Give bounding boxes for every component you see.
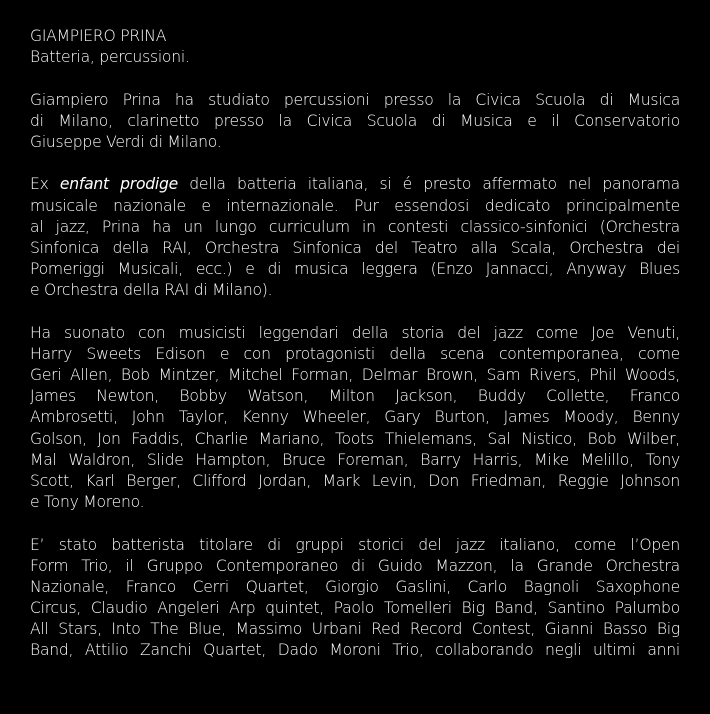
paragraph-line: Form Trio, il Gruppo Contemporaneo di Guido Mazzon, la Grande Orchestra	[30, 556, 680, 575]
paragraph-collaborations	[30, 323, 680, 514]
paragraph-line: Giampiero Prina ha studiato percussioni presso la Civica Scuola di Musica	[30, 90, 680, 109]
spacer	[30, 513, 680, 534]
italic-phrase: enfant prodige	[59, 175, 178, 194]
paragraph-line: E’ stato batterista titolare di gruppi storici del jazz italiano, come l’Open	[30, 535, 680, 554]
paragraph-groups	[30, 535, 680, 662]
text-prefix: Ex	[30, 175, 60, 194]
paragraph-line: Golson, Jon Faddis, Charlie Mariano, Toots Thielemans, Sal Nistico, Bob Wilber,	[30, 429, 680, 448]
paragraph-line: e Tony Moreno.	[30, 493, 145, 512]
paragraph-line: Band, Attilio Zanchi Quartet, Dado Moroni Trio, collaborando negli ultimi anni	[30, 641, 680, 660]
paragraph-line: Geri Allen, Bob Mintzer, Mitchel Forman, Delmar Brown, Sam Rivers, Phil Woods,	[30, 366, 680, 384]
paragraph-line: Circus, Claudio Angeleri Arp quintet, Paolo Tomelleri Big Band, Santino Palumbo	[30, 599, 680, 618]
spacer	[30, 301, 680, 322]
paragraph-line: Ha suonato con musicisti leggendari della storia del jazz come Joe Venuti,	[30, 323, 680, 342]
artist-name: GIAMPIERO PRINA	[30, 27, 167, 45]
paragraph-line: Nazionale, Franco Cerri Quartet, Giorgio Gaslini, Carlo Bagnoli Saxophone	[30, 577, 680, 596]
spacer	[30, 153, 680, 174]
paragraph-line: James Newton, Bobby Watson, Milton Jackson, Buddy Collette, Franco	[30, 387, 680, 406]
paragraph-line: Pomeriggi Musicali, ecc.) e di musica leggera (Enzo Jannacci, Anyway Blues	[30, 260, 680, 279]
paragraph-line: al jazz, Prina ha un lungo curriculum in contesti classico-sinfonici (Orchestra	[30, 217, 680, 236]
paragraph-line: All Stars, Into The Blue, Massimo Urbani Red Record Contest, Gianni Basso Big	[30, 620, 680, 639]
paragraph-line: e Orchestra della RAI di Milano).	[30, 281, 273, 300]
paragraph-line: Sinfonica della RAI, Orchestra Sinfonica del Teatro alla Scala, Orchestra dei	[30, 238, 680, 257]
paragraph-line: musicale nazionale e internazionale. Pur essendosi dedicato principalmente	[30, 196, 680, 215]
spacer	[30, 68, 680, 89]
paragraph-studies	[30, 90, 680, 154]
paragraph-line: Scott, Karl Berger, Clifford Jordan, Mark Levin, Don Friedman, Reggie Johnson	[30, 471, 680, 490]
artist-role: Batteria, percussioni.	[30, 48, 190, 67]
paragraph-line: Giuseppe Verdi di Milano.	[30, 132, 222, 151]
text-suffix: della batteria italiana, si é presto affermato nel panorama	[177, 175, 680, 194]
paragraph-line: Ambrosetti, John Taylor, Kenny Wheeler, Gary Burton, James Moody, Benny	[30, 408, 680, 427]
paragraph-line: di Milano, clarinetto presso la Civica Scuola di Musica e il Conservatorio	[30, 111, 680, 130]
paragraph-career	[30, 174, 680, 301]
paragraph-line-first	[30, 174, 680, 195]
paragraph-line: Mal Waldron, Slide Hampton, Bruce Foreman, Barry Harris, Mike Melillo, Tony	[30, 450, 680, 469]
paragraph-line: Harry Sweets Edison e con protagonisti della scena contemporanea, come	[30, 344, 680, 363]
